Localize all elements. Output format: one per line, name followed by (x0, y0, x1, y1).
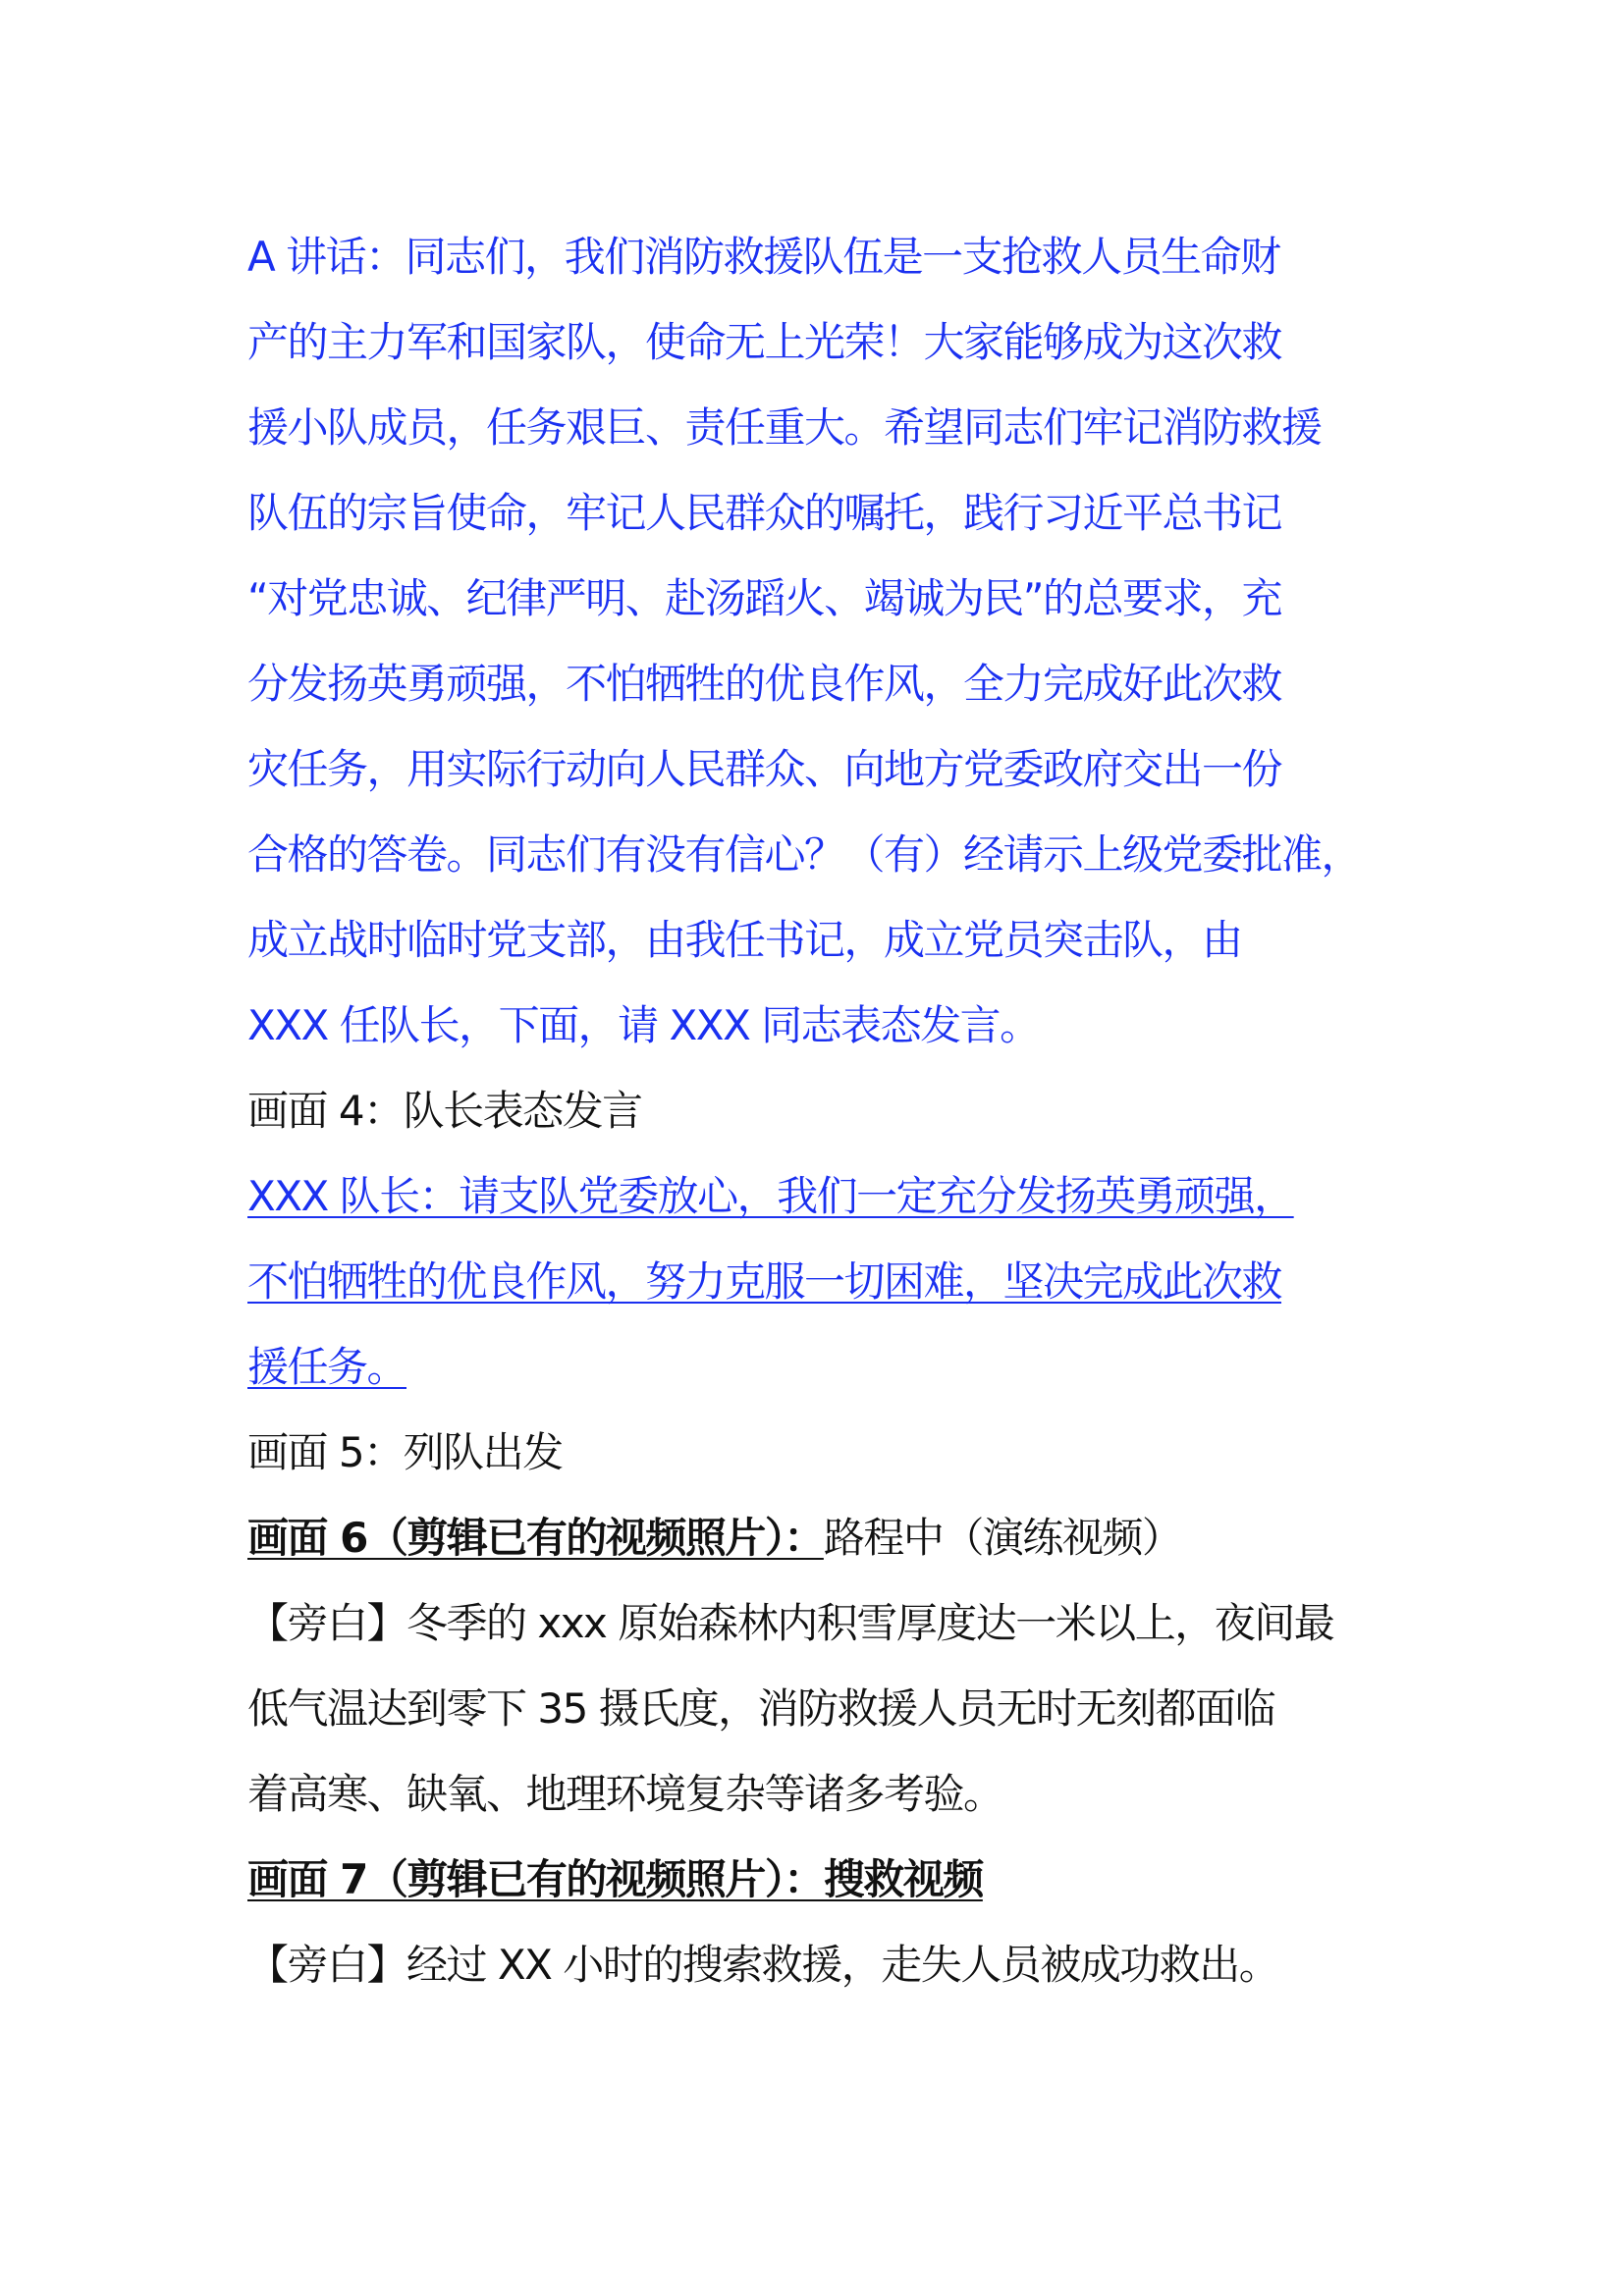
scene-7-heading: 画面 7（剪辑已有的视频照片）：搜救视频 (247, 1855, 983, 1903)
scene-6-narration (247, 1580, 1426, 1837)
text-line: 着高寒、缺氧、地理环境复杂等诸多考验。 (247, 1770, 1003, 1818)
document-page (247, 214, 1426, 2007)
text-line-wrap (247, 1324, 1426, 1410)
text-line: XXX 队长：请支队党委放心，我们一定充分发扬英勇顽强， (247, 1172, 1294, 1220)
scene-7-narration: 【旁白】经过 XX 小时的搜索救援，走失人员被成功救出。 (247, 1941, 1279, 1989)
scene-5-heading: 画面 5：列队出发 (247, 1428, 563, 1476)
scene-6-heading (247, 1495, 1426, 1580)
text-line: A 讲话：同志们，我们消防救援队伍是一支抢救人员生命财 (247, 233, 1280, 281)
scene-6-heading-rest: 路程中（演练视频） (823, 1514, 1182, 1562)
text-line: 援小队成员，任务艰巨、责任重大。希望同志们牢记消防救援 (247, 403, 1322, 452)
text-line: 【旁白】冬季的 xxx 原始森林内积雪厚度达一米以上，夜间最 (247, 1599, 1334, 1647)
text-line: 产的主力军和国家队，使命无上光荣！大家能够成为这次救 (247, 318, 1282, 366)
text-line-wrap (247, 1153, 1426, 1239)
text-line: 成立战时临时党支部，由我任书记，成立党员突击队，由 (247, 916, 1242, 964)
text-line: 低气温达到零下 35 摄氏度，消防救援人员无时无刻都面临 (247, 1684, 1275, 1733)
captain-speech-paragraph (247, 1153, 1426, 1410)
text-line: 援任务。 (247, 1343, 407, 1391)
text-line: 合格的答卷。同志们有没有信心？（有）经请示上级党委批准， (247, 830, 1362, 879)
text-line-wrap (247, 1239, 1426, 1324)
scene-6-heading-bold: 画面 6（剪辑已有的视频照片）： (247, 1514, 824, 1562)
scene-4-heading: 画面 4：队长表态发言 (247, 1087, 642, 1135)
text-line: 不怕牺牲的优良作风，努力克服一切困难，坚决完成此次救 (247, 1257, 1282, 1306)
text-line: XXX 任队长，下面，请 XXX 同志表态发言。 (247, 1001, 1040, 1049)
text-line: “对党忠诚、纪律严明、赴汤蹈火、竭诚为民”的总要求，充 (247, 574, 1282, 622)
speech-a-paragraph (247, 214, 1426, 1068)
text-line: 灾任务，用实际行动向人民群众、向地方党委政府交出一份 (247, 745, 1282, 793)
scene-7-heading-wrap (247, 1837, 1426, 1922)
text-line: 队伍的宗旨使命，牢记人民群众的嘱托，践行习近平总书记 (247, 489, 1282, 537)
text-line: 分发扬英勇顽强，不怕牺牲的优良作风，全力完成好此次救 (247, 660, 1282, 708)
